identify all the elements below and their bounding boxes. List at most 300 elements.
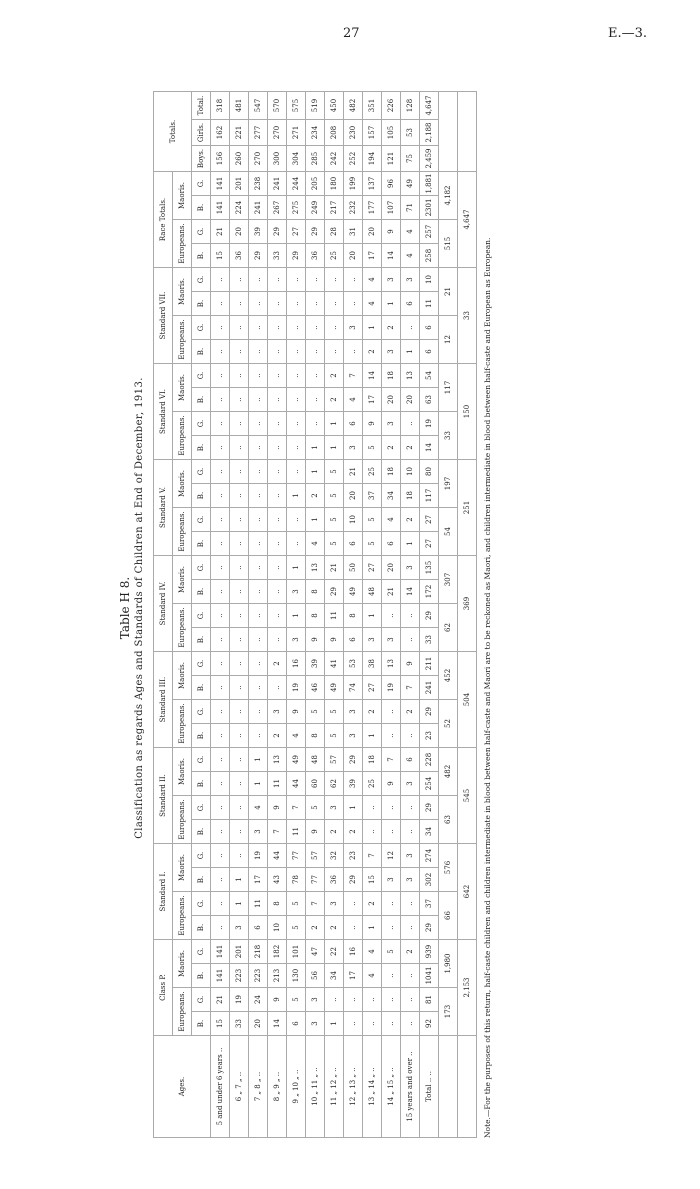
table-cell: 1,881 xyxy=(420,172,439,196)
subtotal-cell: 54 xyxy=(439,508,458,556)
table-cell: 8 xyxy=(306,724,325,748)
table-cell: 249 xyxy=(306,196,325,220)
table-cell: 1 xyxy=(287,556,306,580)
table-cell: .. xyxy=(306,388,325,412)
group-total-cell: 2,153 xyxy=(458,940,477,1036)
table-cell: .. xyxy=(230,268,249,292)
table-cell: .. xyxy=(211,316,230,340)
table-cell: .. xyxy=(287,412,306,436)
table-cell: .. xyxy=(230,604,249,628)
table-cell: 1 xyxy=(344,796,363,820)
table-cell: 11 xyxy=(325,604,344,628)
table-cell: 44 xyxy=(268,844,287,868)
table-cell: .. xyxy=(230,316,249,340)
sex-header: G. xyxy=(192,316,211,340)
table-cell: 3 xyxy=(382,628,401,652)
table-cell: .. xyxy=(306,316,325,340)
table-cell: .. xyxy=(287,292,306,316)
table-cell: 242 xyxy=(325,146,344,172)
table-cell: 5 xyxy=(325,724,344,748)
europeans-header: Europeans. xyxy=(173,316,192,364)
table-cell: 107 xyxy=(382,196,401,220)
table-cell: 49 xyxy=(344,580,363,604)
table-cell: .. xyxy=(306,364,325,388)
table-cell: 12 xyxy=(382,844,401,868)
table-cell: .. xyxy=(249,556,268,580)
table-row xyxy=(287,92,306,1138)
table-cell: .. xyxy=(211,484,230,508)
table-cell: .. xyxy=(382,700,401,724)
table-cell: 271 xyxy=(287,120,306,146)
table-cell: 13 xyxy=(268,748,287,772)
table-cell: 21 xyxy=(211,988,230,1012)
table-cell: .. xyxy=(325,316,344,340)
table-cell: 1 xyxy=(249,772,268,796)
table-cell: .. xyxy=(211,388,230,412)
table-cell: 135 xyxy=(420,556,439,580)
table-cell: 5 xyxy=(325,700,344,724)
table-cell: 29 xyxy=(420,796,439,820)
table-row xyxy=(325,92,344,1138)
table-cell: 3 xyxy=(287,628,306,652)
table-cell: 36 xyxy=(230,244,249,268)
group-total-cell: 642 xyxy=(458,844,477,940)
table-cell: 208 xyxy=(325,120,344,146)
table-cell: 60 xyxy=(306,772,325,796)
table-cell: 6 xyxy=(287,1012,306,1036)
table-cell: 43 xyxy=(268,868,287,892)
table-cell: 3 xyxy=(344,700,363,724)
subtotal-cell: 197 xyxy=(439,460,458,508)
table-cell: .. xyxy=(344,292,363,316)
sex-header: B. xyxy=(192,676,211,700)
sex-header: G. xyxy=(192,364,211,388)
table-cell: 232 xyxy=(344,196,363,220)
table-cell: 211 xyxy=(420,652,439,676)
table-cell: .. xyxy=(211,820,230,844)
table-cell: .. xyxy=(211,364,230,388)
sex-header: B. xyxy=(192,484,211,508)
table-cell: 1 xyxy=(325,412,344,436)
subtotal-cell: 4,182 xyxy=(439,172,458,220)
table-cell: 81 xyxy=(420,988,439,1012)
table-cell: .. xyxy=(249,652,268,676)
table-cell: .. xyxy=(211,556,230,580)
table-cell: 29 xyxy=(344,748,363,772)
table-cell: .. xyxy=(211,292,230,316)
table-cell: 1 xyxy=(230,868,249,892)
table-cell: 13 xyxy=(401,364,420,388)
sex-header: B. xyxy=(192,436,211,460)
table-cell: 18 xyxy=(382,460,401,484)
table-cell: 11 xyxy=(287,820,306,844)
table-row xyxy=(420,92,439,1138)
table-cell: 46 xyxy=(306,676,325,700)
sex-header: B. xyxy=(192,1012,211,1036)
table-cell: 36 xyxy=(306,244,325,268)
table-cell: 1 xyxy=(401,532,420,556)
table-cell: 78 xyxy=(287,868,306,892)
table-cell: 53 xyxy=(344,652,363,676)
table-cell: 3 xyxy=(325,796,344,820)
table-cell: 9 xyxy=(268,796,287,820)
table-cell: .. xyxy=(249,628,268,652)
table-cell: 21 xyxy=(211,220,230,244)
table-cell: 20 xyxy=(382,556,401,580)
table-cell: 54 xyxy=(420,364,439,388)
age-label: 11 „ 12 „ .. xyxy=(325,1036,344,1138)
sex-header: G. xyxy=(192,604,211,628)
table-cell: 201 xyxy=(230,940,249,964)
table-cell: 260 xyxy=(230,146,249,172)
table-cell: 2 xyxy=(344,820,363,844)
table-cell: .. xyxy=(306,340,325,364)
subtotal-cell: 52 xyxy=(439,700,458,748)
age-label: 5 and under 6 years .. xyxy=(211,1036,230,1138)
table-cell: 9 xyxy=(382,772,401,796)
table-cell: .. xyxy=(268,364,287,388)
table-cell: 49 xyxy=(401,172,420,196)
table-cell: 4 xyxy=(249,796,268,820)
table-cell: 270 xyxy=(268,120,287,146)
table-cell: .. xyxy=(401,604,420,628)
table-cell: 1 xyxy=(325,436,344,460)
group-total-cell: 504 xyxy=(458,652,477,748)
table-cell: 17 xyxy=(363,244,382,268)
table-cell: 62 xyxy=(325,772,344,796)
table-cell: 25 xyxy=(363,460,382,484)
table-cell: 11 xyxy=(420,292,439,316)
table-cell: .. xyxy=(268,508,287,532)
maoris-header: Maoris. xyxy=(173,556,192,604)
blank-cell xyxy=(458,1036,477,1138)
table-cell: 244 xyxy=(287,172,306,196)
table-cell: 37 xyxy=(363,484,382,508)
table-row xyxy=(211,92,230,1138)
table-cell: 5 xyxy=(287,892,306,916)
table-cell: 20 xyxy=(363,220,382,244)
table-cell: .. xyxy=(230,388,249,412)
table-cell: 24 xyxy=(249,988,268,1012)
table-cell: 4 xyxy=(344,388,363,412)
table-cell: 2 xyxy=(306,484,325,508)
table-cell: 2 xyxy=(401,940,420,964)
table-cell: .. xyxy=(401,892,420,916)
age-label: Total .. .. xyxy=(420,1036,439,1138)
table-cell: 274 xyxy=(420,844,439,868)
table-row xyxy=(249,92,268,1138)
table-cell: 5 xyxy=(325,460,344,484)
table-cell: 16 xyxy=(287,652,306,676)
table-cell: 258 xyxy=(420,244,439,268)
table-cell: 25 xyxy=(363,772,382,796)
table-cell: 2 xyxy=(325,820,344,844)
table-cell: 1 xyxy=(363,316,382,340)
table-cell: 1 xyxy=(382,292,401,316)
table-cell: 34 xyxy=(382,484,401,508)
table-cell: .. xyxy=(211,796,230,820)
table-cell: 230 xyxy=(344,120,363,146)
table-cell: 128 xyxy=(401,92,420,120)
table-cell: 450 xyxy=(325,92,344,120)
table-cell: 3 xyxy=(325,892,344,916)
table-cell: 38 xyxy=(363,652,382,676)
table-cell: 254 xyxy=(420,772,439,796)
subtotal-pairs-row xyxy=(439,92,458,1138)
sex-header: B. xyxy=(192,244,211,268)
table-cell: 156 xyxy=(211,146,230,172)
table-cell: .. xyxy=(401,988,420,1012)
table-cell: .. xyxy=(268,532,287,556)
table-cell: 3 xyxy=(382,412,401,436)
table-cell: 137 xyxy=(363,172,382,196)
table-cell: 20 xyxy=(344,244,363,268)
europeans-header: Europeans. xyxy=(173,508,192,556)
sex-header: G. xyxy=(192,172,211,196)
table-cell: 10 xyxy=(344,508,363,532)
table-cell: .. xyxy=(249,676,268,700)
table-cell: .. xyxy=(249,292,268,316)
table-cell: 9 xyxy=(401,652,420,676)
table-cell: 7 xyxy=(382,748,401,772)
table-cell: 20 xyxy=(382,388,401,412)
group-total-cell: 150 xyxy=(458,364,477,460)
table-cell: .. xyxy=(211,892,230,916)
table-cell: 29 xyxy=(420,916,439,940)
table-cell: .. xyxy=(211,628,230,652)
table-cell: 218 xyxy=(249,940,268,964)
subtotal-cell: 515 xyxy=(439,220,458,268)
table-title: Table H 8. xyxy=(118,576,132,640)
table-cell: .. xyxy=(382,820,401,844)
table-cell: 205 xyxy=(306,172,325,196)
table-cell: 351 xyxy=(363,92,382,120)
table-cell: .. xyxy=(382,964,401,988)
table-cell: .. xyxy=(401,724,420,748)
table-cell: .. xyxy=(382,604,401,628)
table-cell: 267 xyxy=(268,196,287,220)
table-cell: 1 xyxy=(306,508,325,532)
table-cell: .. xyxy=(401,964,420,988)
table-cell: 300 xyxy=(268,146,287,172)
table-cell: 33 xyxy=(268,244,287,268)
subtotal-cell: 452 xyxy=(439,652,458,700)
blank-cell xyxy=(439,92,458,172)
group-header: Race Totals. xyxy=(154,172,173,268)
table-cell: .. xyxy=(325,340,344,364)
table-row xyxy=(382,92,401,1138)
table-cell: 182 xyxy=(268,940,287,964)
table-cell: 29 xyxy=(420,700,439,724)
table-cell: 21 xyxy=(325,556,344,580)
table-cell: 14 xyxy=(382,244,401,268)
table-cell: .. xyxy=(249,700,268,724)
table-cell: 56 xyxy=(306,964,325,988)
table-cell: .. xyxy=(249,484,268,508)
boys-header: Boys. xyxy=(192,146,211,172)
table-cell: .. xyxy=(268,436,287,460)
table-cell: 939 xyxy=(420,940,439,964)
table-cell: 1 xyxy=(287,604,306,628)
table-cell: 39 xyxy=(344,772,363,796)
table-cell: 13 xyxy=(382,652,401,676)
table-cell: 180 xyxy=(325,172,344,196)
table-cell: .. xyxy=(344,1012,363,1036)
table-cell: .. xyxy=(249,508,268,532)
table-cell: 15 xyxy=(211,1012,230,1036)
table-cell: .. xyxy=(268,268,287,292)
table-cell: .. xyxy=(211,340,230,364)
table-cell: 1 xyxy=(306,436,325,460)
table-cell: 47 xyxy=(306,940,325,964)
table-cell: 32 xyxy=(325,844,344,868)
table-cell: .. xyxy=(382,796,401,820)
table-cell: 1 xyxy=(363,604,382,628)
blank-cell xyxy=(439,1036,458,1138)
table-cell: 141 xyxy=(211,196,230,220)
table-cell: 57 xyxy=(306,844,325,868)
age-label: 8 „ 9 „ .. xyxy=(268,1036,287,1138)
table-cell: 2 xyxy=(363,340,382,364)
sex-header: B. xyxy=(192,340,211,364)
table-cell: .. xyxy=(230,844,249,868)
maoris-header: Maoris. xyxy=(173,460,192,508)
group-header: Standard VII. xyxy=(154,268,173,364)
table-cell: 217 xyxy=(325,196,344,220)
table-row xyxy=(268,92,287,1138)
table-cell: 48 xyxy=(363,580,382,604)
table-cell: 3 xyxy=(268,700,287,724)
table-cell: 20 xyxy=(249,1012,268,1036)
table-cell: 2 xyxy=(325,916,344,940)
table-cell: 2 xyxy=(401,508,420,532)
table-cell: .. xyxy=(211,868,230,892)
table-cell: 257 xyxy=(420,220,439,244)
sex-header: G. xyxy=(192,652,211,676)
europeans-header: Europeans. xyxy=(173,604,192,652)
table-cell: 3 xyxy=(401,556,420,580)
table-cell: 4 xyxy=(363,964,382,988)
subtotal-cell: 117 xyxy=(439,364,458,412)
table-cell: 14 xyxy=(420,436,439,460)
table-cell: 44 xyxy=(287,772,306,796)
table-cell: 8 xyxy=(268,892,287,916)
table-cell: 33 xyxy=(230,1012,249,1036)
table-cell: 37 xyxy=(420,892,439,916)
table-cell: .. xyxy=(268,460,287,484)
age-label: 10 „ 11 „ .. xyxy=(306,1036,325,1138)
sex-header: B. xyxy=(192,820,211,844)
table-cell: 3 xyxy=(401,268,420,292)
table-cell: 575 xyxy=(287,92,306,120)
table-cell: 25 xyxy=(325,244,344,268)
table-cell: 199 xyxy=(344,172,363,196)
table-cell: 1 xyxy=(363,916,382,940)
sex-header: B. xyxy=(192,772,211,796)
table-cell: 3 xyxy=(249,820,268,844)
table-cell: .. xyxy=(287,340,306,364)
table-cell: 63 xyxy=(420,388,439,412)
table-cell: .. xyxy=(382,916,401,940)
subtotal-cell: 482 xyxy=(439,748,458,796)
table-cell: 6 xyxy=(420,316,439,340)
page-code: E.—3. xyxy=(608,26,648,41)
table-cell: .. xyxy=(401,796,420,820)
table-cell: .. xyxy=(401,412,420,436)
rotated-table-region xyxy=(118,78,638,1138)
table-cell: 96 xyxy=(382,172,401,196)
table-cell: 130 xyxy=(287,964,306,988)
table-cell: 22 xyxy=(325,940,344,964)
table-cell: 6 xyxy=(344,532,363,556)
table-cell: .. xyxy=(363,988,382,1012)
table-cell: 2 xyxy=(401,436,420,460)
maoris-header: Maoris. xyxy=(173,172,192,220)
table-cell: .. xyxy=(287,436,306,460)
table-cell: 50 xyxy=(344,556,363,580)
group-total-cell: 369 xyxy=(458,556,477,652)
table-cell: .. xyxy=(249,580,268,604)
table-cell: 9 xyxy=(287,700,306,724)
table-cell: 3 xyxy=(306,988,325,1012)
sex-header: B. xyxy=(192,916,211,940)
table-cell: 9 xyxy=(382,220,401,244)
table-cell: .. xyxy=(211,748,230,772)
total-header: Total. xyxy=(192,92,211,120)
sex-header: G. xyxy=(192,940,211,964)
table-cell: 275 xyxy=(287,196,306,220)
table-cell: 223 xyxy=(249,964,268,988)
table-cell: 21 xyxy=(344,460,363,484)
table-cell: 277 xyxy=(249,120,268,146)
table-cell: 11 xyxy=(268,772,287,796)
table-cell: 21 xyxy=(382,580,401,604)
table-cell: 101 xyxy=(287,940,306,964)
table-cell: 2 xyxy=(382,316,401,340)
table-cell: .. xyxy=(230,580,249,604)
table-cell: 7 xyxy=(401,676,420,700)
table-cell: 71 xyxy=(401,196,420,220)
table-cell: 105 xyxy=(382,120,401,146)
sex-header: B. xyxy=(192,868,211,892)
table-cell: .. xyxy=(344,892,363,916)
subtotal-cell: 576 xyxy=(439,844,458,892)
group-header: Standard VI. xyxy=(154,364,173,460)
table-cell: 6 xyxy=(382,532,401,556)
table-cell: 3 xyxy=(344,316,363,340)
table-cell: 20 xyxy=(230,220,249,244)
table-cell: 9 xyxy=(306,628,325,652)
table-cell: 141 xyxy=(211,964,230,988)
table-cell: 1 xyxy=(230,892,249,916)
table-cell: .. xyxy=(268,484,287,508)
table-cell: .. xyxy=(401,628,420,652)
table-cell: 27 xyxy=(363,556,382,580)
group-total-cell: 4,647 xyxy=(458,172,477,268)
table-cell: 238 xyxy=(249,172,268,196)
subtotal-cell: 33 xyxy=(439,412,458,460)
table-cell: 6 xyxy=(344,628,363,652)
table-cell: .. xyxy=(382,892,401,916)
table-cell: .. xyxy=(211,580,230,604)
sex-header: G. xyxy=(192,412,211,436)
subtotal-cell: 62 xyxy=(439,604,458,652)
table-cell: 2 xyxy=(401,700,420,724)
table-cell: .. xyxy=(363,1012,382,1036)
table-cell: .. xyxy=(211,772,230,796)
table-cell: 3 xyxy=(382,268,401,292)
table-cell: 27 xyxy=(420,508,439,532)
